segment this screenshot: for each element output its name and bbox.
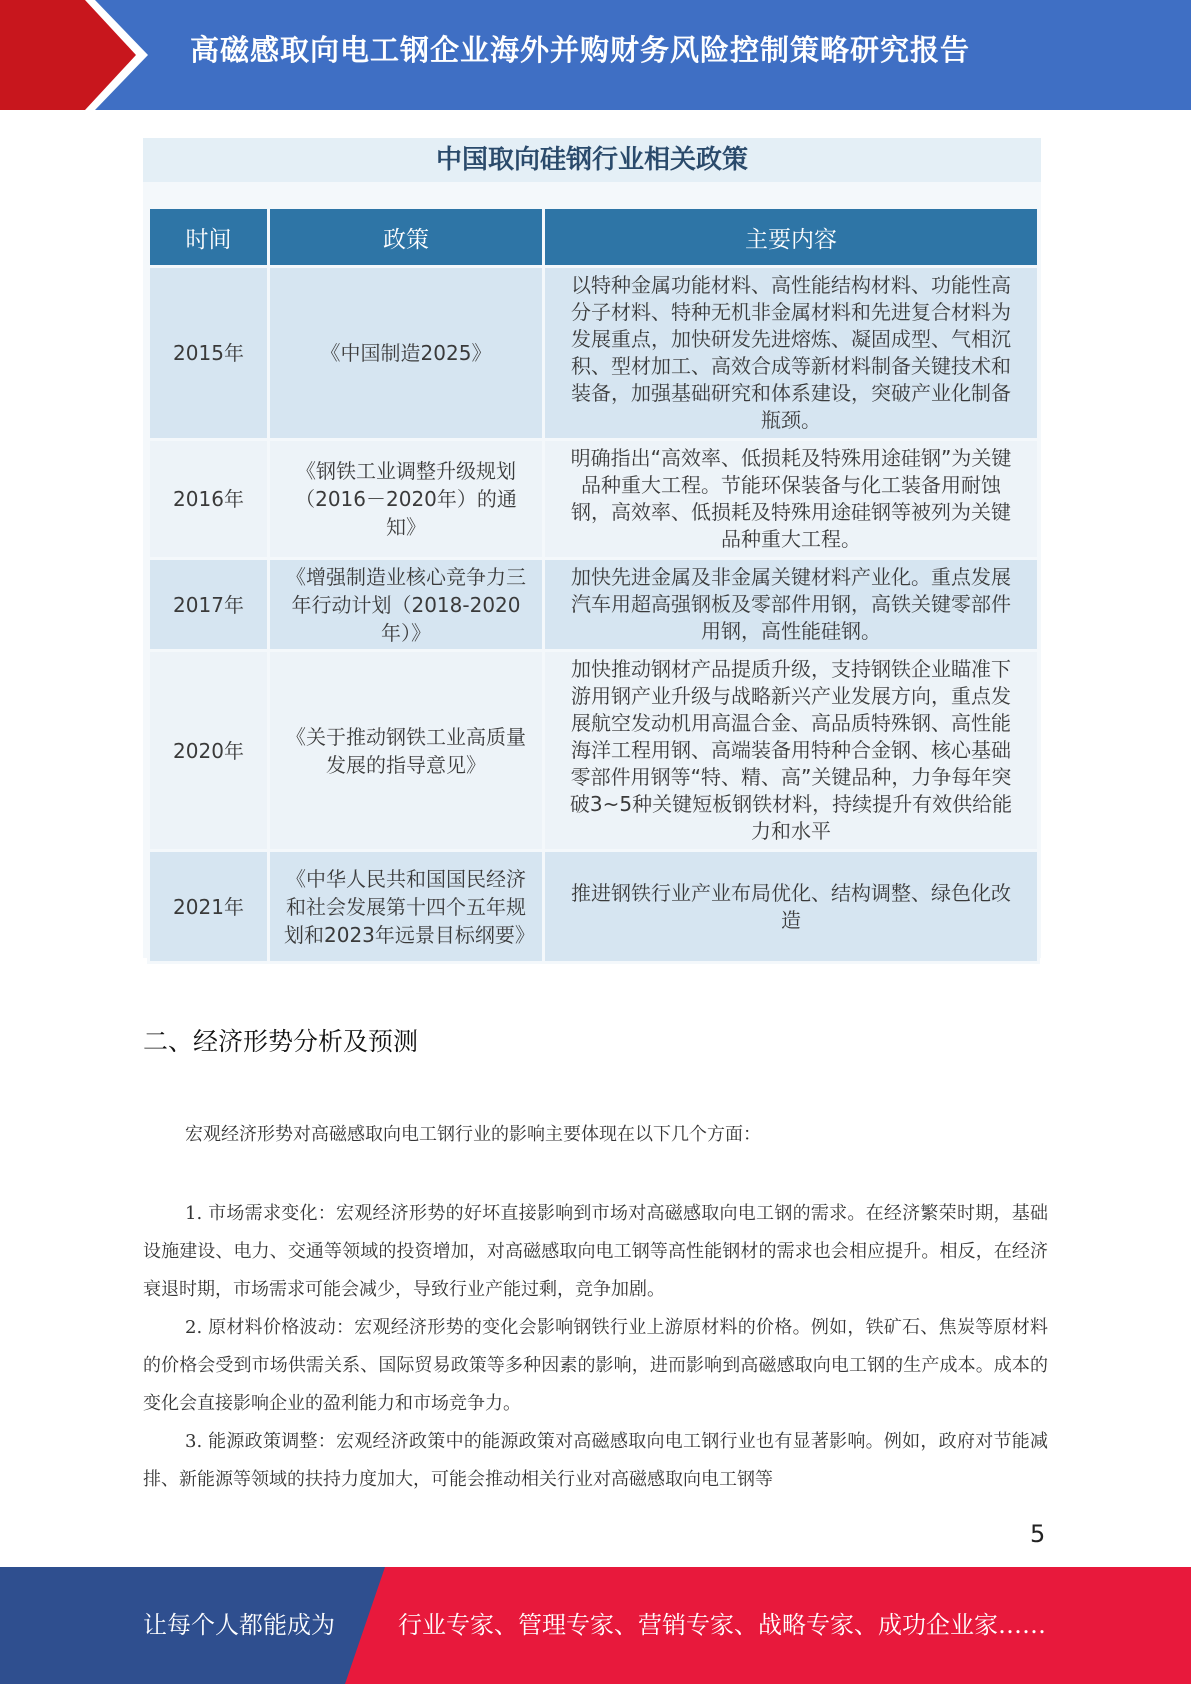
body-text bbox=[143, 1195, 1048, 1499]
row-content: 明确指出“高效率、低损耗及特殊用途硅钢”为关键品种重大工程。节能环保装备与化工装备用耐蚀钢，高效率、低损耗及特殊用途硅钢等被列为关键品种重大工程。 bbox=[544, 440, 1039, 559]
table-row bbox=[149, 651, 1039, 851]
policy-table-figure bbox=[143, 138, 1041, 958]
row-policy: 《中华人民共和国国民经济和社会发展第十四个五年规划和2023年远景目标纲要》 bbox=[269, 851, 544, 963]
row-policy: 《钢铁工业调整升级规划（2016－2020年）的通知》 bbox=[269, 440, 544, 559]
footer-slogan-left: 让每个人都能成为 bbox=[143, 1611, 335, 1639]
table-row bbox=[149, 440, 1039, 559]
section-heading: 二、经济形势分析及预测 bbox=[143, 1027, 419, 1056]
table-row bbox=[149, 559, 1039, 651]
table-header-row bbox=[149, 208, 1039, 267]
column-header-time: 时间 bbox=[149, 208, 269, 267]
row-time: 2017年 bbox=[149, 559, 269, 651]
column-header-content: 主要内容 bbox=[544, 208, 1039, 267]
row-content: 推进钢铁行业产业布局优化、结构调整、绿色化改造 bbox=[544, 851, 1039, 963]
row-time: 2015年 bbox=[149, 267, 269, 440]
row-content: 以特种金属功能材料、高性能结构材料、功能性高分子材料、特种无机非金属材料和先进复合材料为发展重点，加快研发先进熔炼、凝固成型、气相沉积、型材加工、高效合成等新材料制备关键技术和装备，加强基础研究和体系建设，突破产业化制备瓶颈。 bbox=[544, 267, 1039, 440]
row-policy: 《关于推动钢铁工业高质量发展的指导意见》 bbox=[269, 651, 544, 851]
row-content: 加快先进金属及非金属关键材料产业化。重点发展汽车用超高强钢板及零部件用钢，高铁关键零部件用钢，高性能硅钢。 bbox=[544, 559, 1039, 651]
intro-paragraph: 宏观经济形势对高磁感取向电工钢行业的影响主要体现在以下几个方面： bbox=[185, 1124, 761, 1145]
paragraph-market-demand: 1. 市场需求变化：宏观经济形势的好坏直接影响到市场对高磁感取向电工钢的需求。在经济繁荣时期，基础设施建设、电力、交通等领域的投资增加，对高磁感取向电工钢等高性能钢材的需求也会相应提升。相反，在经济衰退时期，市场需求可能会减少，导致行业产能过剩，竞争加剧。 bbox=[143, 1203, 1048, 1300]
table-row bbox=[149, 267, 1039, 440]
header-banner bbox=[0, 0, 1191, 110]
row-time: 2016年 bbox=[149, 440, 269, 559]
paragraph-raw-material: 2. 原材料价格波动：宏观经济形势的变化会影响钢铁行业上游原材料的价格。例如，铁矿石、焦炭等原材料的价格会受到市场供需关系、国际贸易政策等多种因素的影响，进而影响到高磁感取向电工钢的生产成本。成本的变化会直接影响企业的盈利能力和市场竞争力。 bbox=[143, 1317, 1048, 1414]
row-policy: 《增强制造业核心竞争力三年行动计划（2018-2020年）》 bbox=[269, 559, 544, 651]
table-row bbox=[149, 851, 1039, 963]
header-red-arrow-shape bbox=[0, 0, 160, 110]
row-content: 加快推动钢材产品提质升级，支持钢铁企业瞄准下游用钢产业升级与战略新兴产业发展方向，重点发展航空发动机用高温合金、高品质特殊钢、高性能海洋工程用钢、高端装备用特种合金钢、核心基础零部件用钢等“特、精、高”关键品种，力争每年突破3~5种关键短板钢铁材料，持续提升有效供给能力和水平 bbox=[544, 651, 1039, 851]
footer-banner bbox=[0, 1567, 1191, 1684]
column-header-policy: 政策 bbox=[269, 208, 544, 267]
row-time: 2020年 bbox=[149, 651, 269, 851]
row-policy: 《中国制造2025》 bbox=[269, 267, 544, 440]
document-title: 高磁感取向电工钢企业海外并购财务风险控制策略研究报告 bbox=[190, 33, 971, 67]
policy-table bbox=[147, 206, 1040, 964]
row-time: 2021年 bbox=[149, 851, 269, 963]
paragraph-energy-policy: 3. 能源政策调整：宏观经济政策中的能源政策对高磁感取向电工钢行业也有显著影响。例如，政府对节能减排、新能源等领域的扶持力度加大，可能会推动相关行业对高磁感取向电工钢等 bbox=[143, 1431, 1048, 1490]
policy-table-title: 中国取向硅钢行业相关政策 bbox=[143, 138, 1041, 182]
page-number: 5 bbox=[1030, 1520, 1046, 1548]
footer-slogan-right: 行业专家、管理专家、营销专家、战略专家、成功企业家…… bbox=[398, 1611, 1046, 1639]
